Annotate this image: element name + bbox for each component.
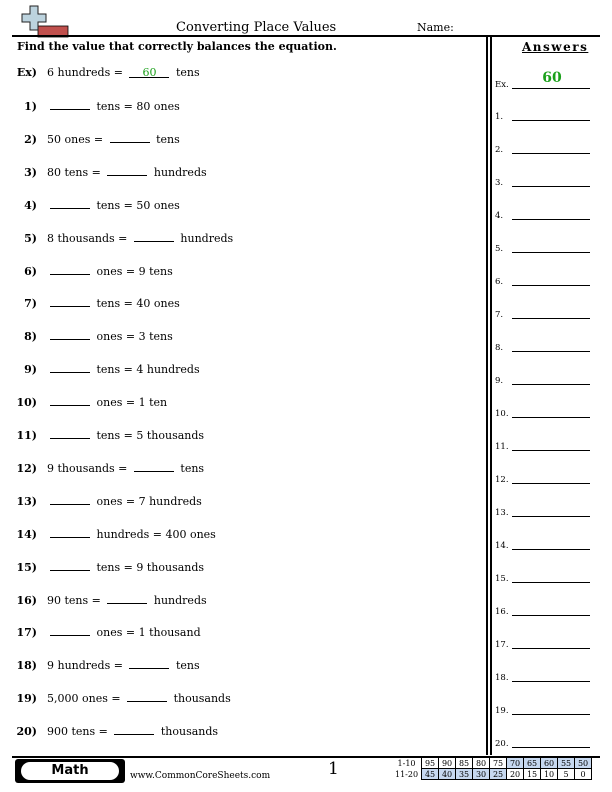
answer-blank[interactable] — [50, 493, 90, 505]
question-number: 15) — [16, 560, 37, 574]
score-row-label: 11-20 — [395, 769, 419, 779]
question-text-after: ones = 9 tens — [96, 264, 173, 278]
name-label: Name: — [417, 21, 454, 34]
answer-slot-label: 19. — [495, 706, 509, 716]
answer-slot-label: 15. — [495, 574, 509, 584]
score-cell: 85 — [456, 758, 473, 769]
score-row — [395, 769, 592, 780]
answer-example-label: Ex. — [495, 80, 509, 90]
question-text-after: tens = 80 ones — [96, 100, 180, 113]
answer-blank[interactable] — [110, 131, 150, 143]
question-number: 11) — [16, 429, 37, 442]
question-item — [15, 263, 173, 278]
score-cell: 90 — [439, 758, 456, 769]
answer-slot-line — [512, 417, 590, 418]
answer-blank[interactable] — [50, 328, 90, 340]
score-cell: 15 — [524, 769, 541, 780]
score-cell: 40 — [439, 769, 456, 780]
question-number: 14) — [16, 527, 37, 541]
question-text-after: thousands — [173, 692, 231, 706]
answer-slot-line — [512, 285, 590, 286]
answer-blank[interactable] — [129, 657, 169, 669]
question-text-before: 9 thousands = — [47, 461, 128, 475]
answer-slot[interactable] — [495, 211, 503, 221]
question-text-after: ones = 1 ten — [96, 396, 168, 410]
answer-blank[interactable] — [50, 361, 90, 373]
score-cell: 95 — [422, 758, 439, 769]
page-title: Converting Place Values — [176, 20, 337, 35]
question-text-before: 5,000 ones = — [47, 692, 121, 706]
question-number: 12) — [16, 461, 37, 475]
score-cell: 60 — [541, 758, 558, 769]
question-number: 7) — [24, 297, 37, 311]
answer-blank[interactable] — [127, 690, 167, 702]
score-table — [395, 757, 592, 780]
score-row — [395, 758, 592, 769]
question-number: 3) — [24, 165, 37, 179]
answer-slot-line — [512, 318, 590, 319]
question-item — [15, 493, 202, 508]
question-text-before: 80 tens = — [47, 165, 101, 179]
question-text-before: 9 hundreds = — [47, 659, 123, 673]
answer-slot-label: 14. — [495, 541, 509, 551]
answer-slot-label: 11. — [495, 442, 509, 452]
score-cell: 25 — [490, 769, 507, 780]
answer-slot-line — [512, 747, 590, 748]
score-cell: 0 — [575, 769, 592, 780]
answer-slot-label: 16. — [495, 607, 509, 617]
score-cell: 75 — [490, 758, 507, 769]
answer-blank[interactable] — [50, 295, 90, 307]
answer-slot[interactable] — [495, 508, 509, 518]
score-cell: 45 — [422, 769, 439, 780]
question-item — [15, 592, 207, 607]
answer-blank[interactable] — [50, 427, 90, 439]
answer-slot-label: 7. — [495, 310, 504, 320]
question-text-after: tens — [175, 659, 200, 673]
answer-slot-label: 5. — [495, 244, 504, 254]
score-cell: 10 — [541, 769, 558, 780]
answer-slot-line — [512, 516, 590, 517]
question-text-after: tens = 9 thousands — [96, 560, 205, 574]
answer-slot-label: 13. — [495, 508, 509, 518]
answer-slot-label: 1. — [495, 112, 504, 122]
answer-slot-line — [512, 483, 590, 484]
question-text-before: 8 thousands = — [47, 231, 128, 245]
answer-blank[interactable] — [107, 164, 147, 176]
answer-slot[interactable] — [495, 343, 503, 353]
answer-slot-line — [512, 582, 590, 583]
example-before: 6 hundreds = — [47, 66, 127, 79]
answer-slot[interactable] — [495, 673, 509, 683]
question-text-after: hundreds = 400 ones — [96, 527, 216, 541]
question-item — [15, 164, 207, 179]
question-text-after: tens — [156, 132, 180, 146]
question-number: 19) — [16, 692, 37, 706]
question-item — [15, 624, 201, 639]
answer-slot[interactable] — [495, 607, 509, 617]
question-item — [15, 98, 180, 113]
answer-slot-line — [512, 351, 590, 352]
question-item — [15, 427, 204, 442]
question-text-after: hundreds — [153, 165, 207, 179]
question-item — [15, 460, 204, 475]
answer-slot[interactable] — [495, 145, 503, 155]
answer-blank[interactable] — [50, 526, 90, 538]
score-cell: 30 — [473, 769, 490, 780]
answer-blank[interactable] — [50, 624, 90, 636]
question-number: 10) — [16, 396, 37, 410]
answer-blank[interactable] — [114, 723, 154, 735]
question-text-after: tens — [180, 461, 205, 475]
score-cell: 50 — [575, 758, 592, 769]
score-cell: 65 — [524, 758, 541, 769]
answer-slot[interactable] — [495, 376, 503, 386]
answer-blank[interactable] — [50, 559, 90, 571]
column-divider-left — [486, 35, 488, 755]
example-problem — [15, 66, 200, 79]
answer-slot[interactable] — [495, 277, 503, 287]
answer-slot-line — [512, 186, 590, 187]
question-text-after: ones = 7 hundreds — [96, 494, 202, 508]
answer-blank[interactable] — [50, 263, 90, 275]
answer-slot-line — [512, 681, 590, 682]
question-text-after: thousands — [160, 725, 219, 739]
answer-slot[interactable] — [495, 475, 509, 485]
question-text-after: ones = 1 thousand — [96, 626, 201, 640]
answer-slot-label: 4. — [495, 211, 504, 221]
question-item — [15, 328, 173, 343]
example-answer: 60 — [129, 66, 169, 78]
question-item — [15, 723, 218, 738]
answer-slot-label: 6. — [495, 277, 504, 287]
answer-slot-label: 10. — [495, 409, 509, 419]
question-text-after: hundreds — [180, 231, 234, 245]
answer-slot[interactable] — [495, 739, 509, 749]
question-text-after: hundreds — [153, 593, 207, 607]
answer-slot-line — [512, 648, 590, 649]
question-item — [15, 131, 180, 146]
score-row-label: 1-10 — [397, 758, 416, 768]
question-number: 13) — [16, 494, 37, 508]
answer-slot[interactable] — [495, 706, 509, 716]
question-number: 9) — [24, 363, 37, 377]
answer-slot[interactable] — [495, 442, 509, 452]
question-number: 6) — [24, 264, 37, 278]
question-text-after: tens = 5 thousands — [96, 429, 205, 442]
question-text-before: 900 tens = — [47, 725, 108, 739]
website-link[interactable]: www.CommonCoreSheets.com — [130, 771, 271, 781]
answer-slot-line — [512, 714, 590, 715]
answer-slot-line — [512, 153, 590, 154]
question-number: 17) — [16, 626, 37, 640]
question-item — [15, 559, 204, 574]
answer-slot[interactable] — [495, 244, 503, 254]
answer-slot-line — [512, 450, 590, 451]
answer-blank[interactable] — [107, 592, 147, 604]
answer-slot[interactable] — [495, 112, 503, 122]
answer-slot-label: 12. — [495, 475, 509, 485]
answer-slot-line — [512, 120, 590, 121]
question-item — [15, 197, 180, 212]
answer-slot-line — [512, 219, 590, 220]
answer-slot-label: 20. — [495, 739, 509, 749]
answer-blank[interactable] — [50, 197, 90, 209]
score-cell: 20 — [507, 769, 524, 780]
answer-slot-line — [512, 384, 590, 385]
question-number: 2) — [24, 132, 37, 146]
question-text-before: 50 ones = — [47, 132, 104, 146]
answer-slot-label: 3. — [495, 178, 504, 188]
question-item — [15, 230, 233, 245]
question-item — [15, 690, 231, 705]
answer-slot[interactable] — [495, 409, 509, 419]
question-number: 5) — [24, 231, 37, 245]
answer-example-value: 60 — [542, 70, 562, 86]
question-number: 20) — [16, 725, 37, 739]
answer-slot-line — [512, 615, 590, 616]
example-label: Ex) — [16, 66, 37, 79]
question-text-before: 90 tens = — [47, 593, 101, 607]
header-rule — [12, 35, 600, 37]
answer-example-line — [512, 88, 590, 89]
answers-title: Answers — [522, 40, 589, 54]
score-cell: 55 — [558, 758, 575, 769]
answer-blank[interactable] — [134, 460, 174, 472]
answer-slot-line — [512, 549, 590, 550]
answer-blank[interactable] — [134, 230, 174, 242]
question-item — [15, 394, 167, 409]
subject-badge: Math — [21, 762, 119, 780]
question-text-after: tens = 4 hundreds — [96, 363, 200, 377]
score-cell: 80 — [473, 758, 490, 769]
answer-example — [495, 70, 562, 90]
question-number: 8) — [24, 330, 37, 344]
example-after: tens — [175, 66, 200, 79]
question-item — [15, 526, 216, 541]
answer-slot-line — [512, 252, 590, 253]
score-cell: 35 — [456, 769, 473, 780]
question-number: 1) — [24, 100, 37, 113]
score-cell: 5 — [558, 769, 575, 780]
answer-slot[interactable] — [495, 178, 503, 188]
answer-blank[interactable] — [50, 98, 90, 110]
answer-slot[interactable] — [495, 310, 503, 320]
answer-slot[interactable] — [495, 541, 509, 551]
question-text-after: ones = 3 tens — [96, 330, 173, 344]
question-text-after: tens = 50 ones — [96, 198, 180, 212]
answer-slot[interactable] — [495, 640, 509, 650]
answer-slot-label: 2. — [495, 145, 504, 155]
question-text-after: tens = 40 ones — [96, 297, 180, 311]
answer-blank[interactable] — [50, 394, 90, 406]
question-item — [15, 295, 180, 310]
page-number: 1 — [328, 759, 339, 779]
column-divider-right — [490, 35, 492, 755]
answer-slot-label: 18. — [495, 673, 509, 683]
question-number: 18) — [16, 659, 37, 673]
question-number: 4) — [24, 198, 37, 212]
instructions: Find the value that correctly balances the equation. — [17, 40, 337, 53]
answer-slot-label: 17. — [495, 640, 509, 650]
question-number: 16) — [16, 593, 37, 607]
question-item — [15, 657, 200, 672]
answer-slot-label: 9. — [495, 376, 504, 386]
logo — [18, 4, 70, 38]
answer-slot-label: 8. — [495, 343, 504, 353]
answer-slot[interactable] — [495, 574, 509, 584]
question-item — [15, 361, 200, 376]
score-cell: 70 — [507, 758, 524, 769]
